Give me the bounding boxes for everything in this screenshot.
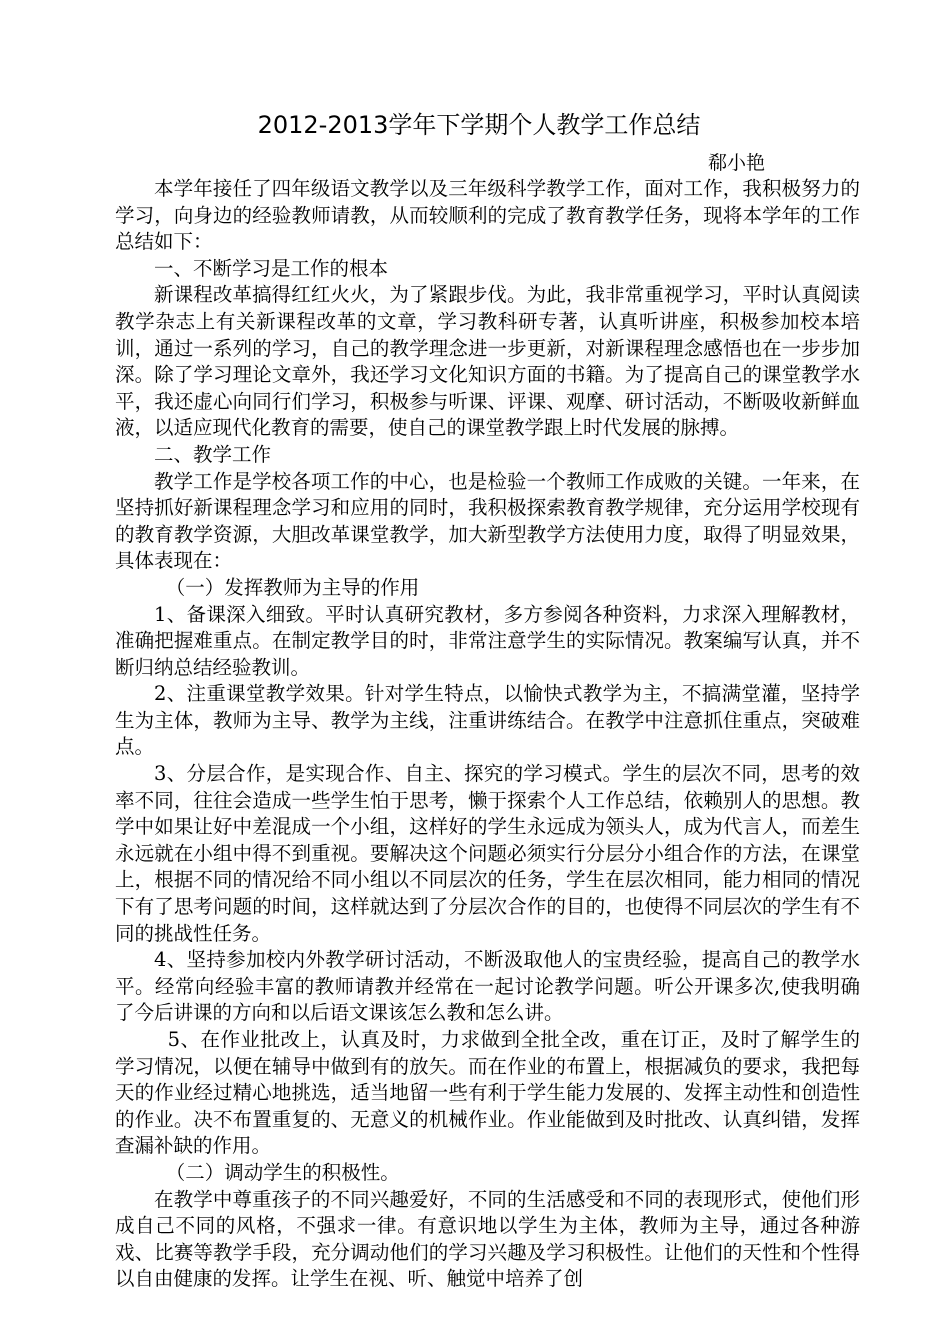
document-body [115,176,860,1293]
list-item-5: 5、在作业批改上，认真及时，力求做到全批全改，重在订正，及时了解学生的学习情况，以便在辅导中做到有的放矢。而在作业的布置上，根据减负的要求，我把每天的作业经过精心地挑选，适当地留一些有利于学生能力发展的、发挥主动性和创造性的作业。决不布置重复的、无意义的机械作业。作业能做到及时批改、认真纠错，发挥查漏补缺的作用。 [115,1028,860,1158]
document-author: 郗小艳 [708,152,766,174]
subsection-2-paragraph: 在教学中尊重孩子的不同兴趣爱好，不同的生活感受和不同的表现形式，使他们形成自己不同的风格，不强求一律。有意识地以学生为主体，教师为主导，通过各种游戏、比赛等教学手段，充分调动他们的学习兴趣及学习积极性。让他们的天性和个性得以自由健康的发挥。让学生在视、听、触觉中培养了创 [115,1187,860,1291]
subsection-heading-2: （二）调动学生的积极性。 [165,1160,400,1184]
intro-paragraph: 本学年接任了四年级语文教学以及三年级科学教学工作，面对工作，我积极努力的学习，向身边的经验教师请教，从而较顺利的完成了教育教学任务，现将本学年的工作总结如下： [115,177,860,254]
section-heading-1: 一、不断学习是工作的根本 [154,256,389,280]
list-item-1: 1、备课深入细致。平时认真研究教材，多方参阅各种资料，力求深入理解教材，准确把握难重点。在制定教学目的时，非常注意学生的实际情况。教案编写认真，并不断归纳总结经验教训。 [115,602,860,679]
document-title: 2012-2013学年下学期个人教学工作总结 [257,111,701,139]
section-1-paragraph: 新课程改革搞得红红火火，为了紧跟步伐。为此，我非常重视学习，平时认真阅读教学杂志上有关新课程改革的文章，学习教科研专著，认真听讲座，积极参加校本培训，通过一系列的学习，自己的教学理念进一步更新，对新课程理念感悟也在一步步加深。除了学习理论文章外，我还学习文化知识方面的书籍。为了提高自己的课堂教学水平，我还虚心向同行们学习，积极参与听课、评课、观摩、研讨活动，不断吸收新鲜血液，以适应现代化教育的需要，使自己的课堂教学跟上时代发展的脉搏。 [115,283,860,440]
section-heading-2: 二、教学工作 [154,442,272,466]
subsection-heading-1: （一）发挥教师为主导的作用 [165,575,420,599]
list-item-4: 4、坚持参加校内外教学研讨活动，不断汲取他人的宝贵经验，提高自己的教学水平。经常向经验丰富的教师请教并经常在一起讨论教学问题。听公开课多次,使我明确了今后讲课的方向和以后语文课该怎么教和怎么讲。 [115,948,860,1025]
section-2-paragraph: 教学工作是学校各项工作的中心，也是检验一个教师工作成败的关键。一年来，在坚持抓好新课程理念学习和应用的同时，我积极探索教育教学规律，充分运用学校现有的教育教学资源，大胆改革课堂教学，加大新型教学方法使用力度，取得了明显效果，具体表现在： [115,469,860,573]
list-item-3: 3、分层合作，是实现合作、自主、探究的学习模式。学生的层次不同，思考的效率不同，往往会造成一些学生怕于思考，懒于探索个人工作总结，依赖别人的思想。教学中如果让好中差混成一个小组，这样好的学生永远成为领头人，成为代言人，而差生永远就在小组中得不到重视。要解决这个问题必须实行分层分小组合作的方法，在课堂上，根据不同的情况给不同小组以不同层次的任务，学生在层次相同，能力相同的情况下有了思考问题的时间，这样就达到了分层次合作的目的，也使得不同层次的学生有不同的挑战性任务。 [115,762,860,945]
list-item-2: 2、注重课堂教学效果。针对学生特点，以愉快式教学为主，不搞满堂灌，坚持学生为主体，教师为主导、教学为主线，注重讲练结合。在教学中注意抓住重点，突破难点。 [115,682,860,759]
